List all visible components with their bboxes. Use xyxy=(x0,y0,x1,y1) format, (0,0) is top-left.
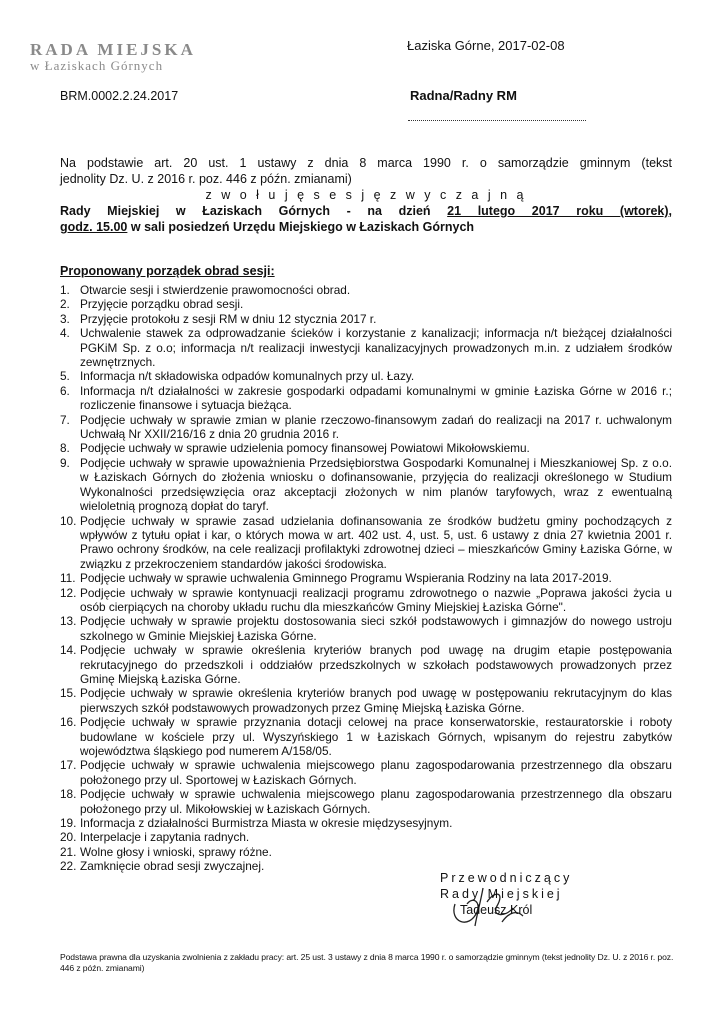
convene-statement: z w o ł u j ę s e s j ę z w y c z a j n ą xyxy=(205,188,527,202)
agenda-item-number: 2. xyxy=(60,297,70,312)
intro-line-2: jednolity Dz. U. z 2016 r. poz. 446 z późn. zmianami) xyxy=(60,172,352,186)
document-reference: BRM.0002.2.24.2017 xyxy=(60,89,179,103)
signature-body: Rady Miejskiej xyxy=(440,887,563,901)
stamp-line-1: RADA MIEJSKA xyxy=(30,40,196,59)
agenda-item-text: Podjęcie uchwały w sprawie uchwalenia miejscowego planu zagospodarowania przestrzennego dla obszaru położonego przy ul. Mikołowskiej w Łaziskach Górnych. xyxy=(80,787,672,816)
agenda-item-number: 19. xyxy=(60,816,77,831)
agenda-item xyxy=(60,586,672,615)
agenda-item xyxy=(60,614,672,643)
agenda-item-text: Przyjęcie porządku obrad sesji. xyxy=(80,297,244,312)
agenda-item-text: Przyjęcie protokołu z sesji RM w dniu 12 stycznia 2017 r. xyxy=(80,311,377,326)
agenda-item-text: Informacja n/t działalności w zakresie gospodarki odpadami komunalnymi w gminie Łaziska Górne w 2016 r.; rozliczenie finansowe i sytuacja bieżąca. xyxy=(80,383,672,413)
agenda-item-number: 8. xyxy=(60,441,70,456)
agenda-item-text: Podjęcie uchwały w sprawie zasad udzielania dofinansowania ze środków budżetu gminy pochodzących z wpływów z tytułu opłat i kar, o których mowa w art. 402 ust. 4, ust. 5, ust. 6 ustawy z dnia 27 kwietnia 2001 r. Prawo ochrony środków, na cele realizacji profilaktyki zdrowotnej dzieci – mieszkańców Gminy Łaziska Górne, w związku z przekroczeniem standardów jakości środowiska. xyxy=(80,513,672,571)
agenda-item xyxy=(60,571,672,585)
agenda-item xyxy=(60,326,672,369)
recipient: Radna/Radny RM xyxy=(410,88,517,103)
agenda-item-number: 6. xyxy=(60,383,70,398)
agenda-item xyxy=(60,686,672,715)
agenda-item-number: 9. xyxy=(60,455,70,470)
agenda-item-number: 17. xyxy=(60,758,77,773)
agenda-item-text: Informacja n/t składowiska odpadów komunalnych przy ul. Łazy. xyxy=(80,369,415,384)
agenda-item-text: Podjęcie uchwały w sprawie uchwalenia Gminnego Programu Wspierania Rodziny na lata 2017-2019. xyxy=(80,571,612,586)
stamp-line-2: w Łaziskach Górnych xyxy=(30,58,164,73)
agenda-item xyxy=(60,845,672,859)
agenda-item-text: Interpelacje i zapytania radnych. xyxy=(80,830,250,845)
agenda-item xyxy=(60,384,672,413)
agenda-item-text: Uchwalenie stawek za odprowadzanie ścieków i korzystanie z kanalizacji; informacja n/t bieżącej działalności PGKiM Sp. z o.o; informacja n/t realizacji inwestycji kanalizacyjnych prowadzonych m.in. z udziałem środków zewnętrznych. xyxy=(80,326,672,370)
agenda-item-text: Podjęcie uchwały w sprawie uchwalenia miejscowego planu zagospodarowania przestrzennego dla obszaru położonego przy ul. Sportowej w Łaziskach Górnych. xyxy=(80,758,672,787)
agenda-item-number: 16. xyxy=(60,715,77,730)
session-place: w sali posiedzeń Urzędu Miejskiego w Łaziskach Górnych xyxy=(130,220,475,234)
agenda-item-text: Zamknięcie obrad sesji zwyczajnej. xyxy=(80,859,265,874)
agenda-item xyxy=(60,413,672,442)
agenda-item-number: 11. xyxy=(60,571,76,586)
agenda-item-text: Podjęcie uchwały w sprawie projektu dostosowania sieci szkół podstawowych i gimnazjów do nowego ustroju szkolnego w Gminie Miejskiej Łaziska Górne. xyxy=(80,614,672,643)
convocation-intro xyxy=(60,155,672,235)
council-prefix: Rady Miejskiej w Łaziskach Górnych - na dzień xyxy=(60,204,431,218)
agenda-item-number: 12. xyxy=(60,585,77,600)
agenda-item xyxy=(60,441,672,455)
agenda-list xyxy=(60,283,672,874)
agenda-item xyxy=(60,297,672,311)
agenda-item xyxy=(60,715,672,758)
agenda-item-number: 5. xyxy=(60,369,70,384)
agenda-item-text: Podjęcie uchwały w sprawie określenia kryteriów branych pod uwagę w postępowaniu rekrutacyjnym do klas pierwszych szkół podstawowych prowadzonych przez Gminę Miejską Łaziska Górne. xyxy=(80,686,672,715)
agenda-item xyxy=(60,312,672,326)
signature-name: Tadeusz Król xyxy=(460,903,533,917)
agenda-item-number: 20. xyxy=(60,830,77,845)
agenda-item-number: 3. xyxy=(60,311,70,326)
agenda-item-number: 22. xyxy=(60,859,77,874)
session-place-line xyxy=(60,219,672,235)
agenda-item-number: 7. xyxy=(60,412,70,427)
legal-footnote: Podstawa prawna dla uzyskania zwolnienia z zakładu pracy: art. 25 ust. 3 ustawy z dnia 8 marca 1990 r. o samorządzie gminnym (tekst jednolity Dz. U. z 2016 r. poz. 446 z późn. zmianami) xyxy=(60,952,674,973)
agenda-item-text: Wolne głosy i wnioski, sprawy różne. xyxy=(80,844,272,859)
agenda-item xyxy=(60,816,672,830)
agenda-item xyxy=(60,787,672,816)
agenda-item-text: Podjęcie uchwały w sprawie zmian w planie rzeczowo-finansowym zadań do realizacji na 2017 r. uchwalonym Uchwałą Nr XXII/216/16 z dnia 20 grudnia 2016 r. xyxy=(80,412,672,442)
agenda-item xyxy=(60,456,672,514)
recipient-dotted-line xyxy=(408,111,586,121)
agenda-item xyxy=(60,283,672,297)
agenda-item xyxy=(60,830,672,844)
agenda-title: Proponowany porządek obrad sesji: xyxy=(60,264,275,278)
session-time: godz. 15.00 xyxy=(60,220,128,234)
agenda-item-number: 1. xyxy=(60,283,70,297)
agenda-item-text: Podjęcie uchwały w sprawie przyznania dotacji celowej na prace konserwatorskie, restauratorskie i roboty budowlane w kościele przy ul. Wyszyńskiego 1 w Łaziskach Górnych, wpisanym do rejestru zabytków województwa śląskiego pod numerem A/158/05. xyxy=(80,715,672,758)
agenda-item-number: 10. xyxy=(60,513,77,528)
agenda-item-text: Podjęcie uchwały w sprawie kontynuacji realizacji programu zdrowotnego o nazwie „Poprawa jakości życia u osób cierpiących na choroby układu ruchu dla mieszkańców Gminy Miejskiej Łaziska Górne". xyxy=(80,585,672,614)
agenda-item xyxy=(60,369,672,383)
council-stamp xyxy=(30,40,200,74)
agenda-item-text: Podjęcie uchwały w sprawie udzielenia pomocy finansowej Powiatowi Mikołowskiemu. xyxy=(80,441,530,456)
agenda-item-text: Podjęcie uchwały w sprawie upoważnienia Przedsiębiorstwa Gospodarki Komunalnej i Mieszkaniowej Sp. z o.o. w Łaziskach Górnych do złożenia wniosku o dofinansowanie, przyjęcia do realizacji określonego w Studium Wykonalności przedsięwzięcia oraz akceptacji złożonych w nim planów taryfowych, wraz z ewentualną wieloletnią prognozą dopłat do taryf. xyxy=(80,455,672,514)
agenda-item xyxy=(60,514,672,572)
agenda-item xyxy=(60,643,672,686)
agenda-item-number: 15. xyxy=(60,686,77,701)
agenda-item xyxy=(60,758,672,787)
agenda-item-number: 13. xyxy=(60,614,77,629)
agenda-item-text: Podjęcie uchwały w sprawie określenia kryteriów branych pod uwagę na drugim etapie postępowania rekrutacyjnego do przedszkoli i oddziałów przedszkolnych w szkołach podstawowych prowadzonych przez Gminę Miejską Łaziska Górne. xyxy=(80,643,672,686)
city-date: Łaziska Górne, 2017-02-08 xyxy=(407,38,565,53)
intro-line-1: Na podstawie art. 20 ust. 1 ustawy z dnia 8 marca 1990 r. o samorządzie gminnym (tekst xyxy=(60,156,672,170)
session-date: 21 lutego 2017 roku (wtorek), xyxy=(447,204,673,218)
agenda-item-text: Informacja z działalności Burmistrza Miasta w okresie międzysesyjnym. xyxy=(80,816,453,831)
agenda-item-number: 18. xyxy=(60,787,77,802)
agenda-item-text: Otwarcie sesji i stwierdzenie prawomocności obrad. xyxy=(80,283,351,297)
council-line xyxy=(60,203,672,219)
signature-block xyxy=(440,870,600,918)
agenda-item-number: 14. xyxy=(60,643,77,658)
signature-role: Przewodniczący xyxy=(440,871,573,885)
agenda-item-number: 21. xyxy=(60,844,77,859)
agenda-item-number: 4. xyxy=(60,326,70,341)
